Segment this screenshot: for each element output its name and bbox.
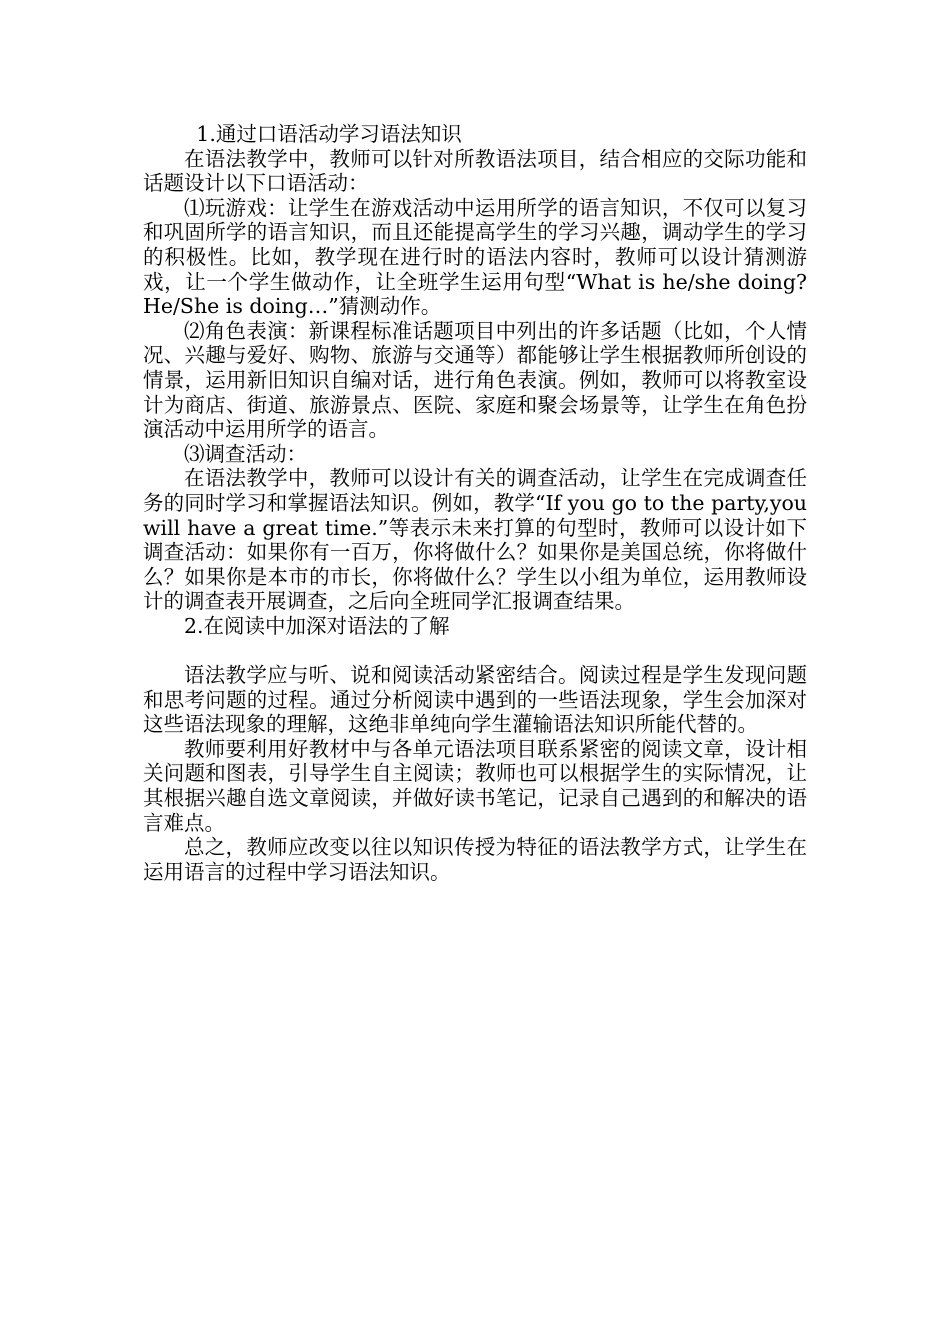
item-survey-paragraph: 在语法教学中，教师可以设计有关的调查活动，让学生在完成调查任务的同时学习和掌握语法知识。例如，教学“If you go to the party,you will have a great time.”等表示未来打算的句型时，教师可以设计如下调查活动：如果你有一百万，你将做什么？如果你是美国总统，你将做什么？如果你是本市的市长，你将做什么？学生以小组为单位，运用教师设计的调查表开展调查，之后向全班同学汇报调查结果。 — [143, 466, 807, 614]
section-heading-reading: 2.在阅读中加深对语法的了解 — [184, 613, 450, 638]
blank-line — [143, 638, 807, 663]
section-heading-oral-activities: 1.通过口语活动学习语法知识 — [196, 122, 462, 146]
textbook-paragraph: 教师要利用好教材中与各单元语法项目联系紧密的阅读文章，设计相关问题和图表，引导学生自主阅读；教师也可以根据学生的实际情况，让其根据兴趣自选文章阅读，并做好读书笔记，记录自己遇到的和解决的语言难点。 — [143, 736, 807, 835]
summary-paragraph: 总之，教师应改变以往以知识传授为特征的语法教学方式，让学生在运用语言的过程中学习语法知识。 — [143, 835, 807, 884]
document-body — [143, 122, 807, 884]
item-survey-title: ⑶调查活动： — [184, 441, 307, 466]
intro-paragraph: 在语法教学中，教师可以针对所教语法项目，结合相应的交际功能和话题设计以下口语活动： — [143, 146, 807, 196]
item-role-play-paragraph: ⑵角色表演：新课程标准话题项目中列出的许多话题（比如，个人情况、兴趣与爱好、购物、旅游与交通等）都能够让学生根据教师所创设的情景，运用新旧知识自编对话，进行角色表演。例如，教师可以将教室设计为商店、街道、旅游景点、医院、家庭和聚会场景等，让学生在角色扮演活动中运用所学的语言。 — [143, 318, 807, 442]
reading-paragraph: 语法教学应与听、说和阅读活动紧密结合。阅读过程是学生发现问题和思考问题的过程。通过分析阅读中遇到的一些语法现象，学生会加深对这些语法现象的理解，这绝非单纯向学生灌输语法知识所能代替的。 — [143, 663, 807, 737]
item-game-paragraph: ⑴玩游戏：让学生在游戏活动中运用所学的语言知识，不仅可以复习和巩固所学的语言知识，而且还能提高学生的学习兴趣，调动学生的学习的积极性。比如，教学现在进行时的语法内容时，教师可以设计猜测游戏，让一个学生做动作，让全班学生运用句型“What is he/she doing? He/She is doing…”猜测动作。 — [143, 195, 807, 319]
